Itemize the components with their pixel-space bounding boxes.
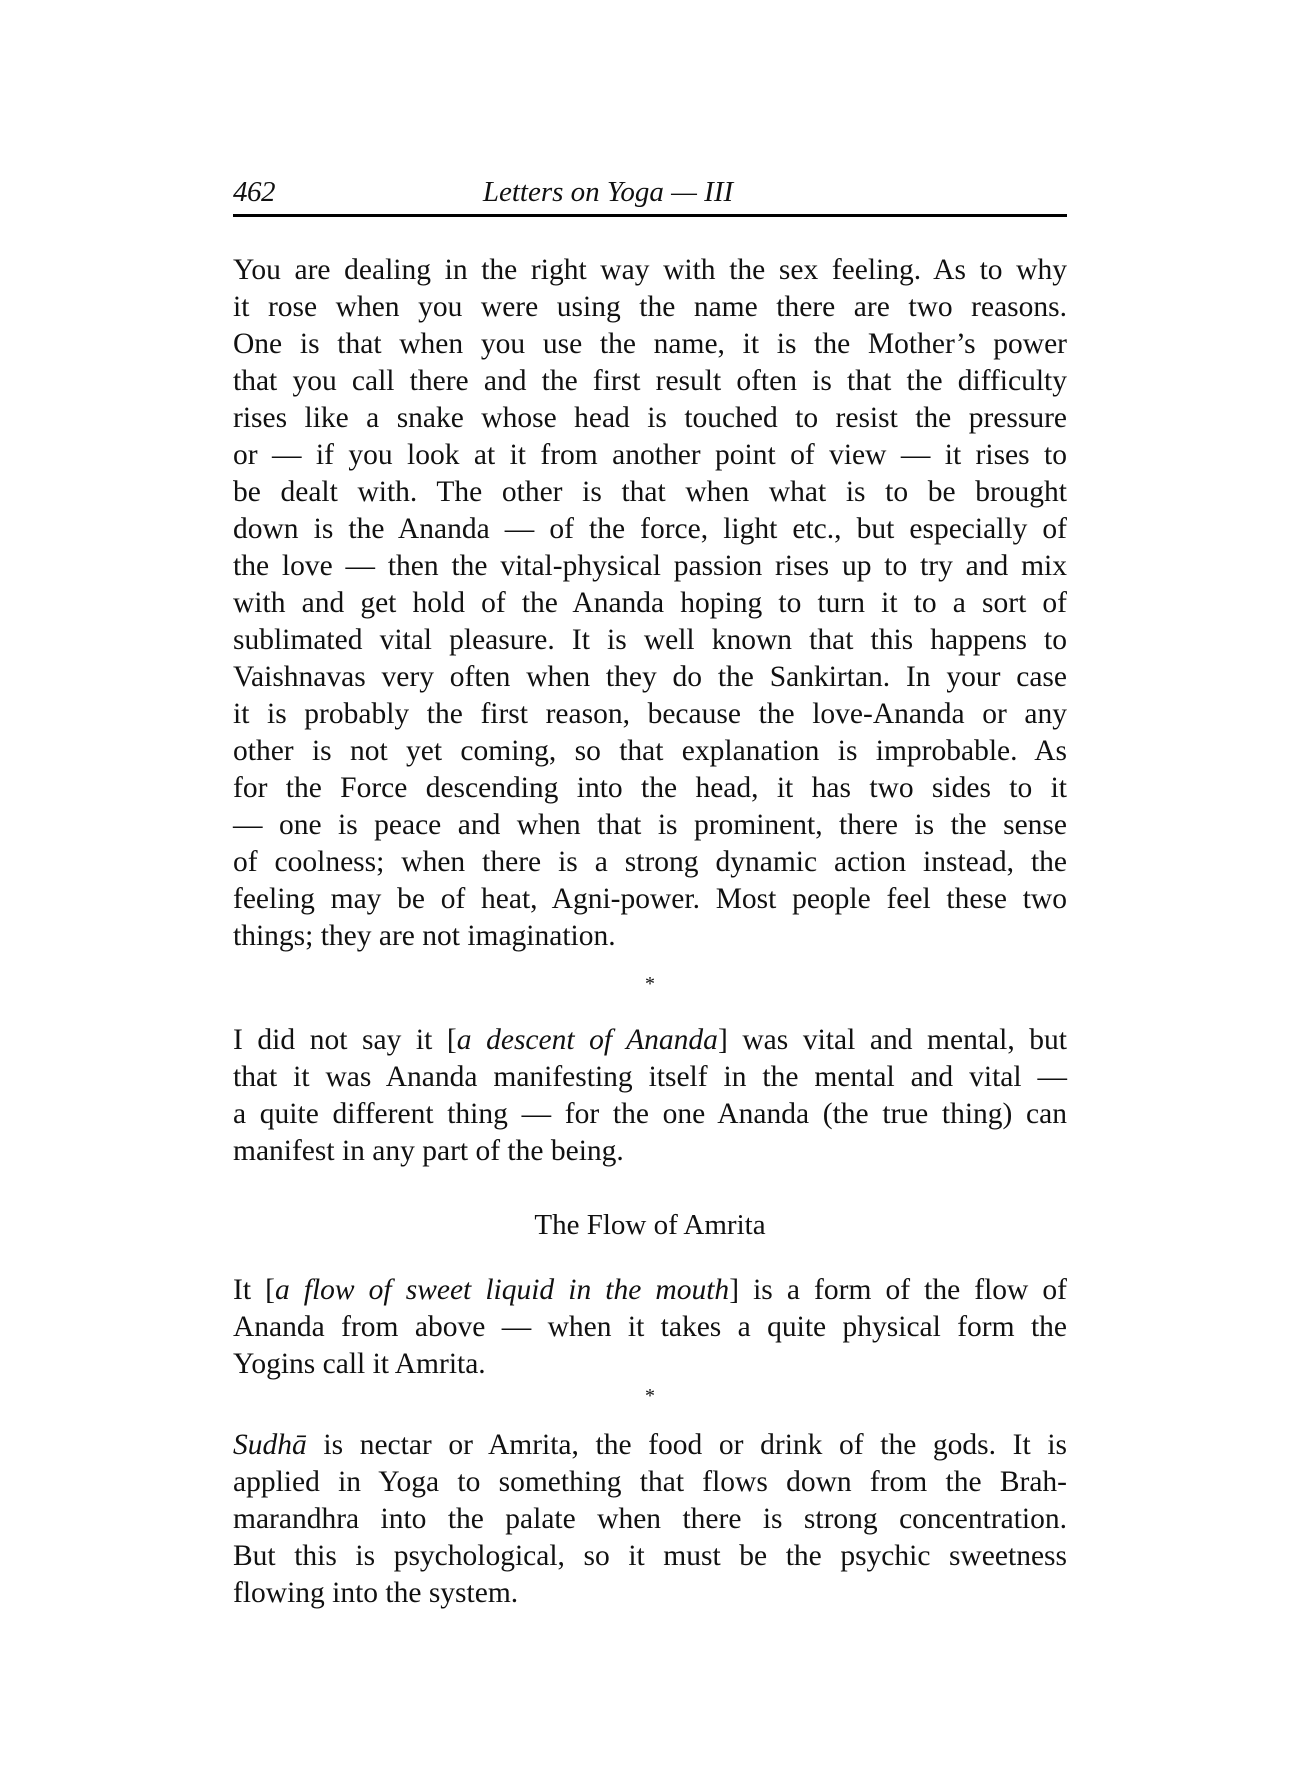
text-line: it is probably the first reason, because the love-Ananda or any	[233, 698, 1067, 730]
text-line: or — if you look at it from another point of view — it rises to	[233, 439, 1067, 471]
running-title: Letters on Yoga — III	[482, 176, 734, 208]
text-line: applied in Yoga to something that flows down from the Brah-	[233, 1466, 1067, 1498]
text-line: other is not yet coming, so that explanation is improbable. As	[233, 735, 1067, 767]
text-line: marandhra into the palate when there is strong concentration.	[233, 1503, 1067, 1535]
text-line: of coolness; when there is a strong dynamic action instead, the	[233, 846, 1067, 878]
text-line: But this is psychological, so it must be the psychic sweetness	[233, 1540, 1067, 1572]
text-line: You are dealing in the right way with the sex feeling. As to why	[233, 254, 1067, 286]
text-line: that it was Ananda manifesting itself in the mental and vital —	[233, 1061, 1067, 1093]
section-heading: The Flow of Amrita	[534, 1209, 766, 1241]
page-number: 462	[233, 176, 275, 208]
text-line: a quite different thing — for the one Ananda (the true thing) can	[233, 1098, 1067, 1130]
section-separator: *	[645, 1385, 655, 1407]
text-line: Vaishnavas very often when they do the Sankirtan. In your case	[233, 661, 1067, 693]
editorial-italic: a flow of sweet liquid in the mouth	[274, 1274, 730, 1306]
text-line: Sudhā is nectar or Amrita, the food or drink of the gods. It is	[233, 1429, 1067, 1461]
text-line: sublimated vital pleasure. It is well known that this happens to	[233, 624, 1067, 656]
text-line: feeling may be of heat, Agni-power. Most people feel these two	[233, 883, 1067, 915]
editorial-italic: a descent of Ananda	[456, 1024, 718, 1056]
text-line: Yogins call it Amrita.	[233, 1348, 486, 1380]
text-line: be dealt with. The other is that when what is to be brought	[233, 476, 1067, 508]
text-line: It [a flow of sweet liquid in the mouth] is a form of the flow of	[233, 1274, 1067, 1306]
section-separator: *	[645, 973, 655, 995]
text-line: the love — then the vital-physical passion rises up to try and mix	[233, 550, 1067, 582]
text-line: rises like a snake whose head is touched to resist the pressure	[233, 402, 1067, 434]
text-line: One is that when you use the name, it is the Mother’s power	[233, 328, 1067, 360]
text-line: Ananda from above — when it takes a quite physical form the	[233, 1311, 1067, 1343]
text-line: with and get hold of the Ananda hoping to turn it to a sort of	[233, 587, 1067, 619]
text-line: for the Force descending into the head, it has two sides to it	[233, 772, 1067, 804]
text-line: things; they are not imagination.	[233, 920, 616, 952]
text-line: down is the Ananda — of the force, light etc., but especially of	[233, 513, 1067, 545]
text-line: it rose when you were using the name there are two reasons.	[233, 291, 1067, 323]
text-line: flowing into the system.	[233, 1577, 519, 1609]
running-head	[233, 172, 1067, 212]
text-line: that you call there and the first result often is that the difficulty	[233, 365, 1067, 397]
header-rule	[233, 214, 1067, 217]
text-line: I did not say it [a descent of Ananda] was vital and mental, but	[233, 1024, 1067, 1056]
term-italic: Sudhā	[233, 1429, 307, 1461]
text-line: manifest in any part of the being.	[233, 1135, 624, 1167]
text-line: — one is peace and when that is prominent, there is the sense	[233, 809, 1067, 841]
